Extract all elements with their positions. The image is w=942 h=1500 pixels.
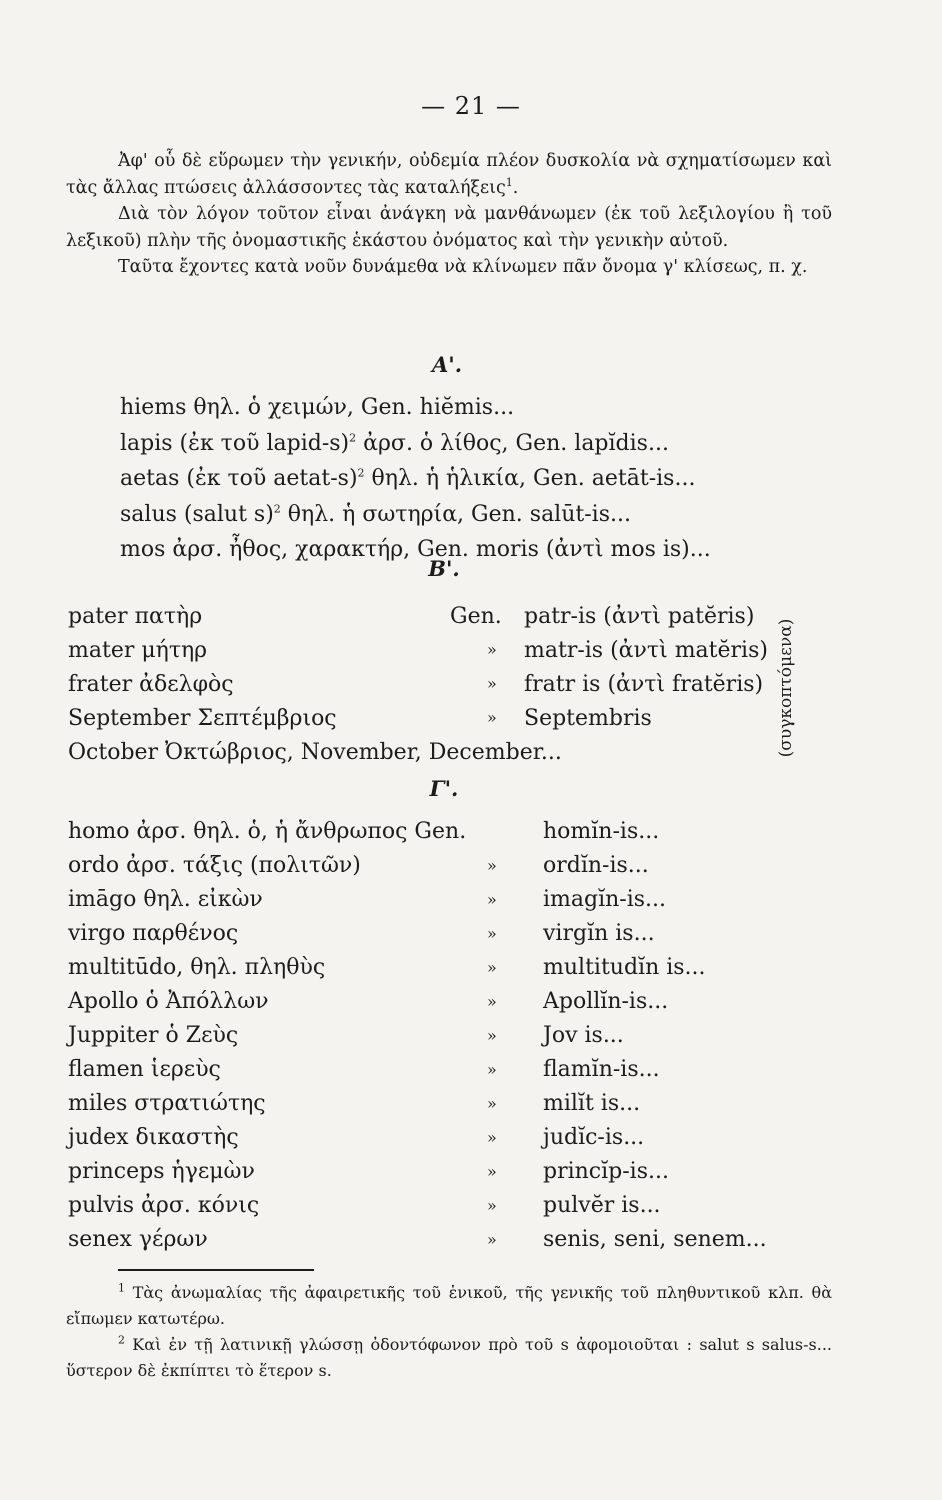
footnote: $^1$ Τὰς ἀνωμαλίας τῆς ἀφαιρετικῆς τοῦ ἑνικοῦ, τῆς γενικῆς τοῦ πληθυντικοῦ κλπ. θὰ εἴπωμεν κατωτέρω. <box>66 1281 832 1328</box>
ditto-mark: » <box>487 924 497 943</box>
ditto-mark: » <box>487 1196 497 1215</box>
ditto-mark: » <box>487 856 497 875</box>
intro-text <box>66 148 832 281</box>
ditto-mark: » <box>487 1026 497 1045</box>
ditto-mark: » <box>487 708 497 727</box>
ditto-mark: » <box>487 674 497 693</box>
noun-latin-greek: Apollo ὁ Ἀπόλλων <box>68 989 269 1014</box>
footnote-divider <box>118 1269 314 1271</box>
section-a-list <box>120 390 840 568</box>
genitive-form: Jov is... <box>543 1023 624 1048</box>
noun-latin-greek: flamen ἱερεὺς <box>68 1057 221 1082</box>
noun-latin-greek: pulvis ἀρσ. κόνις <box>68 1193 260 1218</box>
section-b-heading: Β'. <box>428 556 460 581</box>
genitive-marker: Gen. <box>450 604 502 629</box>
noun-latin-greek: pater πατὴρ <box>68 604 203 629</box>
list-item: aetas (ἐκ τοῦ aetat-s)$^2$ θηλ. ἡ ἡλικία, Gen. aetāt-is... <box>120 466 696 491</box>
ditto-mark: » <box>487 1060 497 1079</box>
genitive-form: pulvĕr is... <box>543 1193 661 1218</box>
noun-latin-greek: mater μήτηρ <box>68 638 208 663</box>
ditto-mark: » <box>487 958 497 977</box>
section-a-heading: Α'. <box>431 352 463 377</box>
noun-latin-greek: frater ἀδελφὸς <box>68 672 234 697</box>
ditto-mark: » <box>487 992 497 1011</box>
intro-paragraph: Ἀφ' οὗ δὲ εὕρωμεν τὴν γενικήν, οὐδεμία πλέον δυσκολία νὰ σχηματίσωμεν καὶ τὰς ἄλλας πτώσεις ἀλλάσσοντες τὰς καταλήξεις$^1$. <box>66 151 832 198</box>
section-c-heading: Γ'. <box>429 776 459 801</box>
noun-latin-greek: September Σεπτέμβριος <box>68 706 337 731</box>
genitive-form: fratr is (ἀντὶ fratĕris) <box>524 672 764 697</box>
page-number: — 21 — <box>421 92 521 120</box>
genitive-form: milĭt is... <box>543 1091 641 1116</box>
genitive-form: matr-is (ἀντὶ matĕris) <box>524 638 768 663</box>
side-note-syncopated: (συγκοπτόμενα) <box>776 618 796 758</box>
noun-latin-greek: miles στρατιώτης <box>68 1091 266 1116</box>
list-item: lapis (ἐκ τοῦ lapid-s)$^2$ ἀρσ. ὁ λίθος, Gen. lapĭdis... <box>120 430 669 456</box>
genitive-form: Apollĭn-is... <box>543 989 669 1014</box>
ditto-mark: » <box>487 1230 497 1249</box>
noun-latin-greek: homo ἀρσ. θηλ. ὁ, ἡ ἄνθρωπος Gen. <box>68 819 467 844</box>
list-item: salus (salut s)$^2$ θηλ. ἡ σωτηρία, Gen. salūt-is... <box>120 501 631 527</box>
intro-paragraph: Ταῦτα ἔχοντες κατὰ νοῦν δυνάμεθα νὰ κλίνωμεν πᾶν ὄνομα γ' κλίσεως, π. χ. <box>118 257 808 277</box>
genitive-form: princĭp-is... <box>543 1159 669 1184</box>
genitive-form: ordĭn-is... <box>543 853 649 878</box>
noun-latin-greek: ordo ἀρσ. τάξις (πολιτῶν) <box>68 853 361 878</box>
ditto-mark: » <box>487 890 497 909</box>
footnote: $^2$ Καὶ ἐν τῇ λατινικῇ γλώσσῃ ὀδοντόφωνον πρὸ τοῦ s ἀφομοιοῦται : salut s salus-s... ὕστερον δὲ ἐκπίπτει τὸ ἕτερον s. <box>66 1333 832 1380</box>
list-item: hiems θηλ. ὁ χειμών, Gen. hiĕmis... <box>120 395 515 420</box>
genitive-form: flamĭn-is... <box>543 1057 660 1082</box>
genitive-form: imagĭn-is... <box>543 887 667 912</box>
genitive-form: virgĭn is... <box>543 921 655 946</box>
noun-latin-greek: Juppiter ὁ Ζεὺς <box>68 1023 239 1048</box>
genitive-form: multitudĭn is... <box>543 955 706 980</box>
ditto-mark: » <box>487 640 497 659</box>
noun-latin-greek: multitūdo, θηλ. πληθὺς <box>68 955 326 980</box>
noun-latin-greek: imāgo θηλ. εἰκὼν <box>68 887 263 912</box>
noun-latin-greek: judex δικαστὴς <box>68 1125 239 1150</box>
ditto-mark: » <box>487 1128 497 1147</box>
noun-list-months: October Ὀκτώβριος, November, December... <box>68 740 562 765</box>
genitive-form: homĭn-is... <box>543 819 660 844</box>
intro-paragraph: Διὰ τὸν λόγον τοῦτον εἶναι ἀνάγκη νὰ μανθάνωμεν (ἐκ τοῦ λεξιλογίου ἢ τοῦ λεξικοῦ) πλὴν τῆς ὀνομαστικῆς ἑκάστου ὀνόματος καὶ τὴν γενικὴν αὐτοῦ. <box>66 204 832 251</box>
ditto-mark: » <box>487 1162 497 1181</box>
genitive-form: Septembris <box>524 706 652 731</box>
ditto-mark: » <box>487 1094 497 1113</box>
genitive-form: patr-is (ἀντὶ patĕris) <box>524 604 755 629</box>
noun-latin-greek: senex γέρων <box>68 1227 208 1252</box>
genitive-form: judĭc-is... <box>543 1125 645 1150</box>
footnotes <box>66 1280 832 1384</box>
list-item: mos ἀρσ. ἦθος, χαρακτήρ, Gen. moris (ἀντὶ mos is)... <box>120 537 711 562</box>
genitive-form: senis, seni, senem... <box>543 1227 767 1252</box>
noun-latin-greek: princeps ἡγεμὼν <box>68 1159 255 1184</box>
noun-latin-greek: virgo παρθένος <box>68 921 239 946</box>
